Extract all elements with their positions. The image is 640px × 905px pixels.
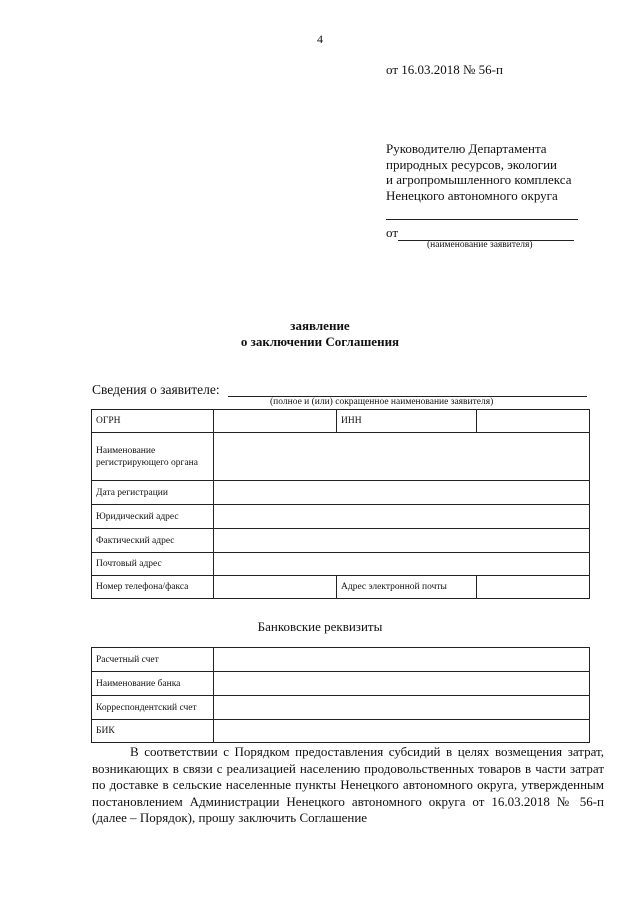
addressee-block <box>386 141 571 203</box>
inn-field[interactable] <box>477 410 590 433</box>
applicant-name-line[interactable] <box>386 205 578 220</box>
paragraph-text: В соответствии с Порядком предоставления субсидий в целях возмещения затрат, возникающих в связи с реализацией населению продовольственных товаров в части затрат по доставке в сельские населенные пункты Ненецкого автономного округа, утвержденным постановлением Администрации Ненецкого автономного округа от 16.03.2018 № 56-п (далее – Порядок), прошу заключить Соглашение <box>92 744 604 825</box>
document-subtitle: о заключении Соглашения <box>240 334 400 349</box>
body-paragraph <box>92 744 604 827</box>
table-row <box>92 696 590 720</box>
postal-address-label: Почтовый адрес <box>92 553 214 576</box>
table-row <box>92 433 590 481</box>
applicant-info-hint: (полное и (или) сокращенное наименование заявителя) <box>270 397 494 407</box>
from-block <box>386 225 574 241</box>
table-row <box>92 529 590 553</box>
ogrn-field[interactable] <box>214 410 337 433</box>
from-label: от <box>386 225 399 240</box>
phone-fax-label: Номер телефона/факса <box>92 576 214 599</box>
addressee-line: Ненецкого автономного округа <box>386 187 558 203</box>
applicant-info-label: Сведения о заявителе: <box>92 382 220 397</box>
reg-body-field[interactable] <box>214 433 590 481</box>
table-row <box>92 553 590 576</box>
actual-address-label: Фактический адрес <box>92 529 214 553</box>
applicant-table <box>91 409 590 599</box>
postal-address-field[interactable] <box>214 553 590 576</box>
actual-address-field[interactable] <box>214 529 590 553</box>
table-row <box>92 648 590 672</box>
bank-table <box>91 647 590 743</box>
account-label: Расчетный счет <box>92 648 214 672</box>
ogrn-label: ОГРН <box>92 410 214 433</box>
reg-date-label: Дата регистрации <box>92 481 214 505</box>
applicant-info-line[interactable] <box>228 383 587 397</box>
addressee-line: природных ресурсов, экологии <box>386 156 557 172</box>
corr-account-field[interactable] <box>214 696 590 720</box>
table-row <box>92 481 590 505</box>
bank-name-field[interactable] <box>214 672 590 696</box>
addressee-line: и агропромышленного комплекса <box>386 172 572 187</box>
bik-label: БИК <box>92 720 214 743</box>
addressee-line: Руководителю Департамента <box>386 141 547 156</box>
table-row <box>92 505 590 529</box>
applicant-hint: (наименование заявителя) <box>427 240 533 250</box>
bank-name-label: Наименование банка <box>92 672 214 696</box>
table-row <box>92 672 590 696</box>
document-title: заявление <box>290 318 350 333</box>
table-row <box>92 410 590 433</box>
table-row <box>92 720 590 743</box>
email-field[interactable] <box>477 576 590 599</box>
bik-field[interactable] <box>214 720 590 743</box>
legal-address-label: Юридический адрес <box>92 505 214 529</box>
reg-date-field[interactable] <box>214 481 590 505</box>
account-field[interactable] <box>214 648 590 672</box>
inn-label: ИНН <box>337 410 477 433</box>
document-reference: от 16.03.2018 № 56-п <box>386 62 503 77</box>
email-label: Адрес электронной почты <box>337 576 477 599</box>
phone-fax-field[interactable] <box>214 576 337 599</box>
corr-account-label: Корреспондентский счет <box>92 696 214 720</box>
page-number: 4 <box>317 32 323 46</box>
bank-details-title: Банковские реквизиты <box>257 619 383 634</box>
table-row <box>92 576 590 599</box>
legal-address-field[interactable] <box>214 505 590 529</box>
reg-body-label: Наименование регистрирующего органа <box>92 433 214 481</box>
